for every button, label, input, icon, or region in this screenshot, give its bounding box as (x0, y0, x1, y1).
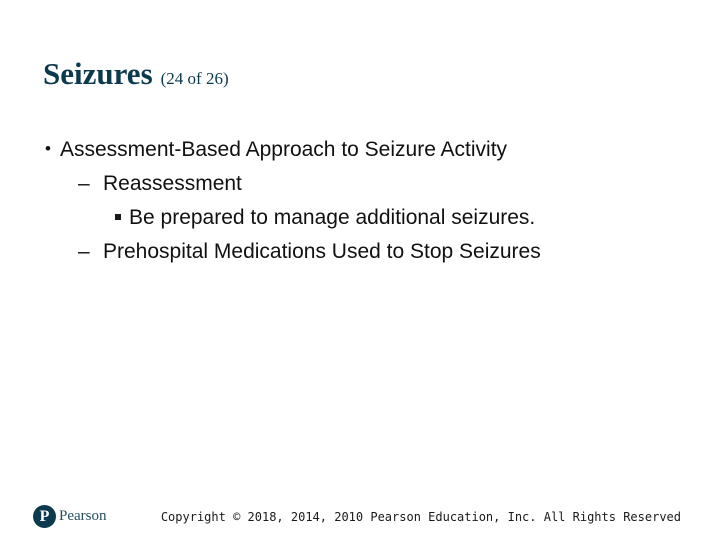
bullet-text: Reassessment (103, 172, 242, 195)
bullet-text: Prehospital Medications Used to Stop Seizures (103, 240, 541, 263)
square-bullet-icon (115, 214, 121, 220)
bullet-item-level-1 (45, 138, 507, 162)
pearson-logo (33, 505, 107, 528)
dash-icon: – (78, 240, 90, 263)
title-text: Seizures (43, 56, 153, 91)
pearson-logo-text: Pearson (59, 508, 107, 524)
bullet-item-level-2 (78, 172, 242, 196)
bullet-item-level-3 (115, 206, 535, 230)
bullet-text: Assessment-Based Approach to Seizure Activity (60, 138, 508, 161)
title-page-counter: (24 of 26) (160, 69, 229, 88)
bullet-dot-icon: • (45, 139, 51, 158)
copyright-notice: Copyright © 2018, 2014, 2010 Pearson Education, Inc. All Rights Reserved (160, 510, 681, 524)
bullet-item-level-2 (78, 240, 541, 264)
bullet-text: Be prepared to manage additional seizures. (129, 206, 536, 229)
pearson-logo-icon: P (33, 505, 56, 528)
dash-icon: – (78, 172, 90, 195)
slide-title (43, 56, 229, 92)
